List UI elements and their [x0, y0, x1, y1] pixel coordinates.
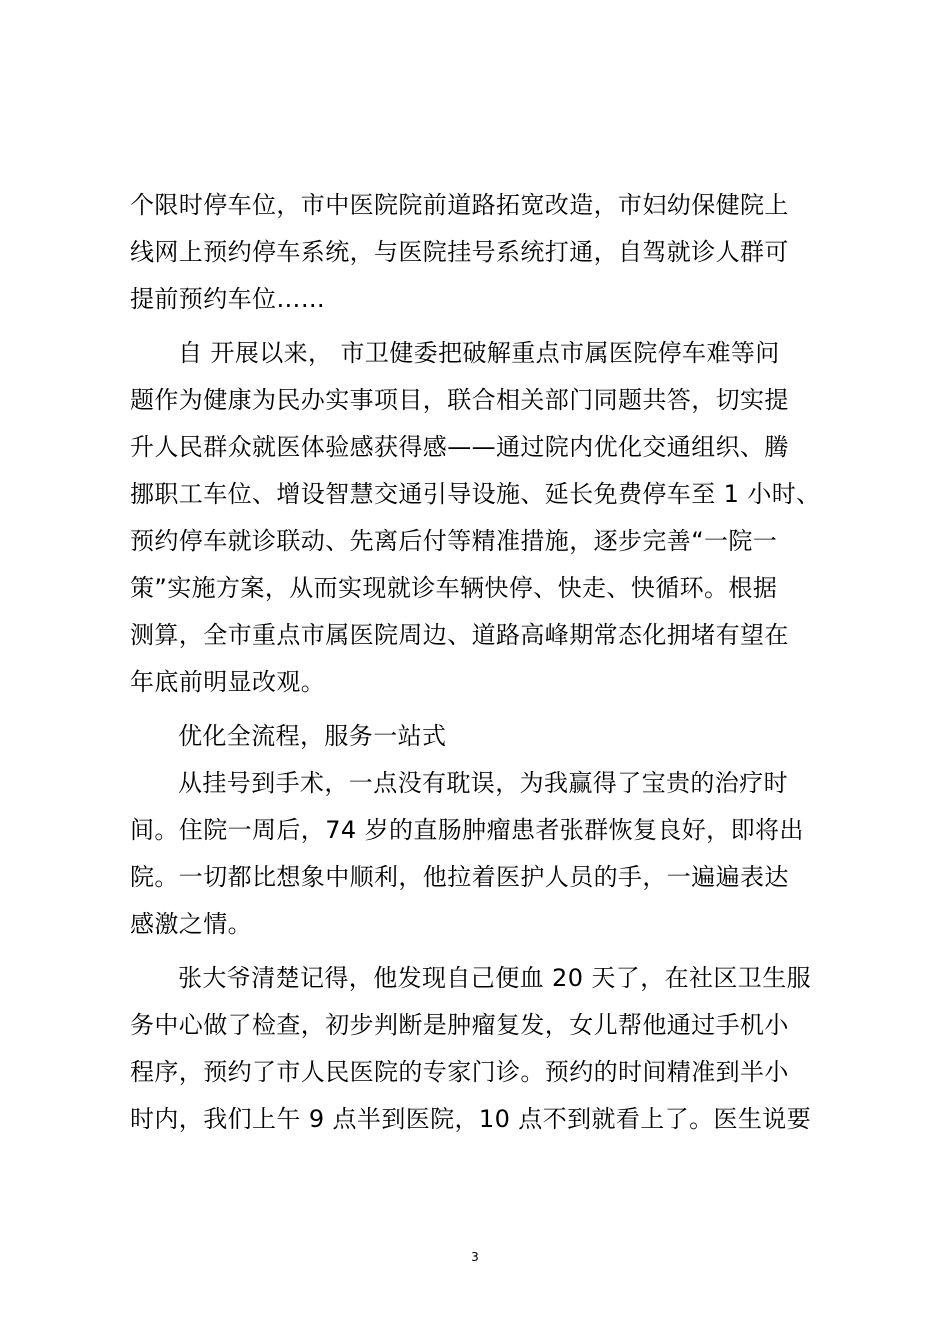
text-line: 策”实施方案，从而实现就诊车辆快停、快走、快循环。根据	[130, 574, 778, 602]
text-line: 线网上预约停车系统，与医院挂号系统打通，自驾就诊人群可	[130, 238, 789, 266]
text-line: 提前预约车位……	[130, 285, 326, 313]
text-line: 间。住院一周后，74 岁的直肠肿瘤患者张群恢复良好，即将出	[130, 816, 804, 844]
text-line: 题作为健康为民办实事项目，联合相关部门同题共答，切实提	[130, 386, 789, 414]
text-line: 测算，全市重点市属医院周边、道路高峰期常态化拥堵有望在	[130, 621, 789, 649]
paragraph-first-line: 自 开展以来， 市卫健委把破解重点市属医院停车难等问	[178, 339, 780, 367]
page-number: 3	[471, 1250, 479, 1264]
text-line: 务中心做了检查，初步判断是肿瘤复发，女儿帮他通过手机小	[130, 1011, 789, 1039]
text-line: 升人民群众就医体验感获得感——通过院内优化交通组织、腾	[130, 433, 789, 461]
paragraph-first-line: 张大爷清楚记得，他发现自己便血 20 天了，在社区卫生服	[178, 964, 811, 992]
text-line: 感激之情。	[130, 910, 252, 938]
text-line: 程序，预约了市人民医院的专家门诊。预约的时间精准到半小	[130, 1058, 789, 1086]
text-line: 时内，我们上午 9 点半到医院，10 点不到就看上了。医生说要	[130, 1105, 812, 1133]
text-line: 院。一切都比想象中顺利，他拉着医护人员的手，一遍遍表达	[130, 863, 789, 891]
section-heading: 优化全流程，服务一站式	[178, 722, 447, 750]
text-line: 年底前明显改观。	[130, 668, 326, 696]
paragraph-first-line: 从挂号到手术，一点没有耽误，为我赢得了宝贵的治疗时	[178, 769, 788, 797]
text-line: 个限时停车位，市中医院院前道路拓宽改造，市妇幼保健院上	[130, 191, 789, 219]
text-line: 预约停车就诊联动、先离后付等精准措施，逐步完善“一院一	[130, 527, 778, 555]
text-line: 挪职工车位、增设智慧交通引导设施、延长免费停车至 1 小时、	[130, 480, 821, 508]
body-text	[130, 182, 835, 1143]
